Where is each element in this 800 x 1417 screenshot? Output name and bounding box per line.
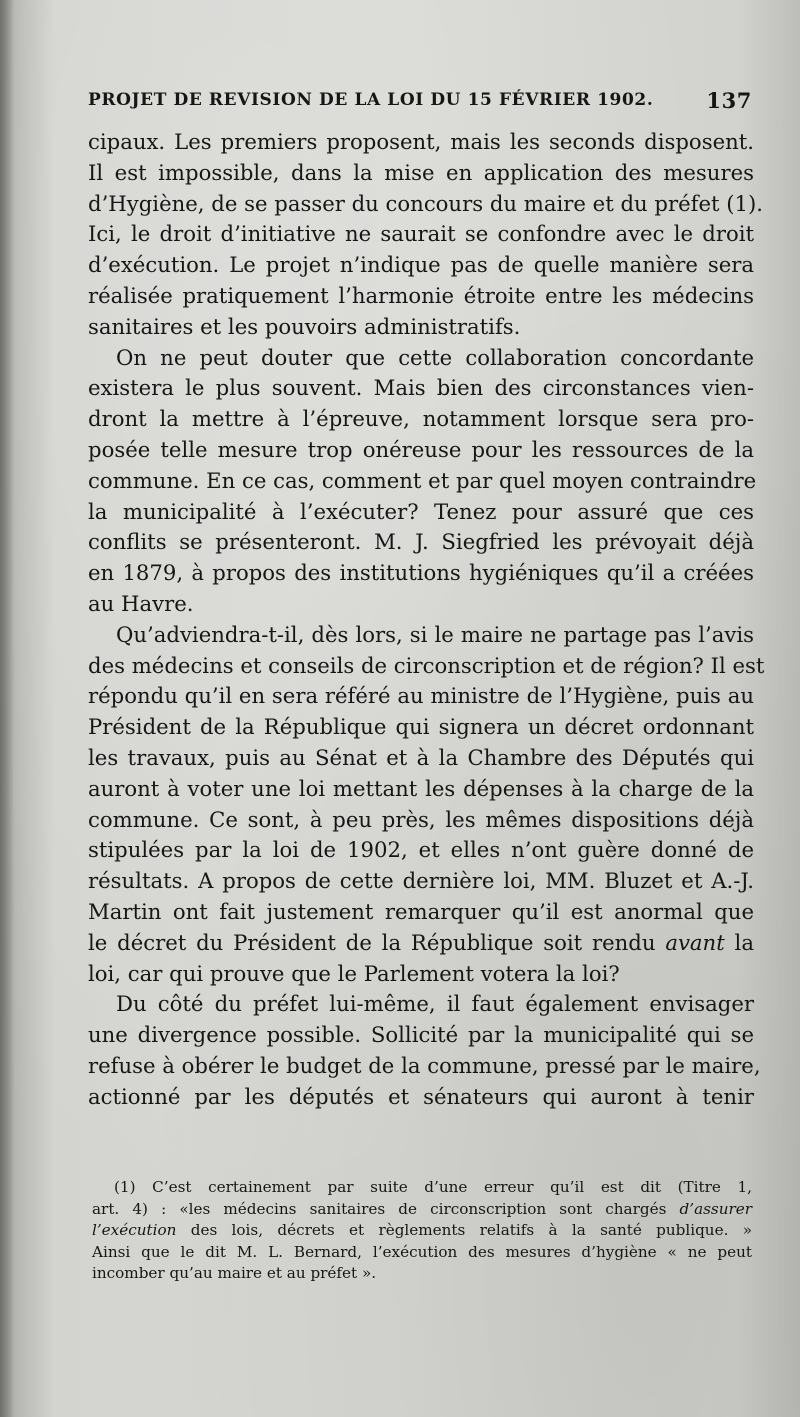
- footnote-line: [92, 1220, 752, 1242]
- text-line: refuse à obérer le budget de la commune, pressé par le maire,: [88, 1052, 761, 1078]
- text-line: conflits se présenteront. M. J. Siegfried les prévoyait déjà: [88, 529, 754, 555]
- text-line: existera le plus souvent. Mais bien des circonstances vien-: [88, 375, 754, 401]
- text-line: d’Hygiène, de se passer du concours du maire et du préfet (1).: [88, 190, 763, 216]
- text-segment: le décret du Président de la République soit rendu: [88, 929, 656, 955]
- text-segment: art. 4) : «les médecins sanitaires de circonscription sont chargés: [92, 1199, 667, 1218]
- text-line: posée telle mesure trop onéreuse pour les ressources de la: [88, 436, 754, 462]
- text-line: cipaux. Les premiers proposent, mais les seconds disposent.: [88, 129, 754, 154]
- text-line: Martin ont fait justement remarquer qu’il est anormal que: [88, 898, 754, 924]
- text-line: commune. En ce cas, comment et par quel moyen contraindre: [88, 467, 757, 493]
- footnote: [92, 1177, 752, 1285]
- text-line: la municipalité à l’exécuter? Tenez pour assuré que ces: [88, 498, 754, 524]
- text-line: une divergence possible. Sollicité par la municipalité qui se: [88, 1022, 754, 1048]
- text-line: auront à voter une loi mettant les dépenses à la charge de la: [88, 775, 754, 801]
- footnote-line: Ainsi que le dit M. L. Bernard, l’exécution des mesures d’hygiène « ne peut: [92, 1242, 752, 1261]
- body-text: [88, 127, 765, 1113]
- text-line: dront la mettre à l’épreuve, notamment lorsque sera pro-: [88, 406, 754, 432]
- footnote-line: (1) C’est certainement par suite d’une erreur qu’il est dit (Titre 1,: [114, 1178, 752, 1196]
- text-line: Il est impossible, dans la mise en application des mesures: [88, 159, 754, 185]
- text-line-with-emphasis: [88, 928, 754, 959]
- text-segment: des lois, décrets et règlements relatifs à la santé publique. »: [190, 1221, 753, 1239]
- text-line: résultats. A propos de cette dernière loi, MM. Bluzet et A.-J.: [88, 868, 754, 894]
- footnote-line: [92, 1199, 752, 1221]
- emphasis-phrase: d’assurer: [679, 1199, 752, 1218]
- running-head: [88, 88, 752, 116]
- text-line: actionné par les députés et sénateurs qui auront à tenir: [88, 1083, 754, 1109]
- footnote-line: incomber qu’au maire et au préfet ».: [92, 1264, 377, 1282]
- text-line: loi, car qui prouve que le Parlement votera la loi?: [88, 960, 620, 986]
- emphasis-phrase: l’exécution: [92, 1221, 177, 1239]
- text-line: répondu qu’il en sera référé au ministre de l’Hygiène, puis au: [88, 683, 754, 709]
- text-line: réalisée pratiquement l’harmonie étroite entre les médecins: [88, 282, 754, 308]
- text-line: Président de la République qui signera un décret ordonnant: [88, 714, 754, 740]
- text-line: On ne peut douter que cette collaboration concordante: [116, 344, 754, 370]
- emphasis-word: avant: [665, 929, 725, 955]
- text-line: en 1879, à propos des institutions hygiéniques qu’il a créées: [88, 560, 754, 586]
- text-line: stipulées par la loi de 1902, et elles n’ont guère donné de: [88, 837, 754, 863]
- text-line: commune. Ce sont, à peu près, les mêmes dispositions déjà: [88, 806, 754, 832]
- text-line: les travaux, puis au Sénat et à la Chambre des Députés qui: [88, 744, 754, 770]
- text-line: au Havre.: [88, 590, 194, 616]
- text-line: Qu’adviendra-t-il, dès lors, si le maire ne partage pas l’avis: [116, 621, 754, 647]
- page-number: 137: [706, 88, 752, 113]
- text-line: d’exécution. Le projet n’indique pas de quelle manière sera: [88, 252, 754, 278]
- text-line: Du côté du préfet lui-même, il faut également envisager: [116, 991, 754, 1017]
- text-line: sanitaires et les pouvoirs administratifs.: [88, 313, 521, 339]
- running-head-title: PROJET DE REVISION DE LA LOI DU 15 FÉVRIER 1902.: [88, 90, 654, 110]
- text-segment: la: [734, 929, 754, 955]
- text-line: Ici, le droit d’initiative ne saurait se confondre avec le droit: [88, 221, 754, 247]
- text-line: des médecins et conseils de circonscription et de région? Il est: [88, 652, 765, 678]
